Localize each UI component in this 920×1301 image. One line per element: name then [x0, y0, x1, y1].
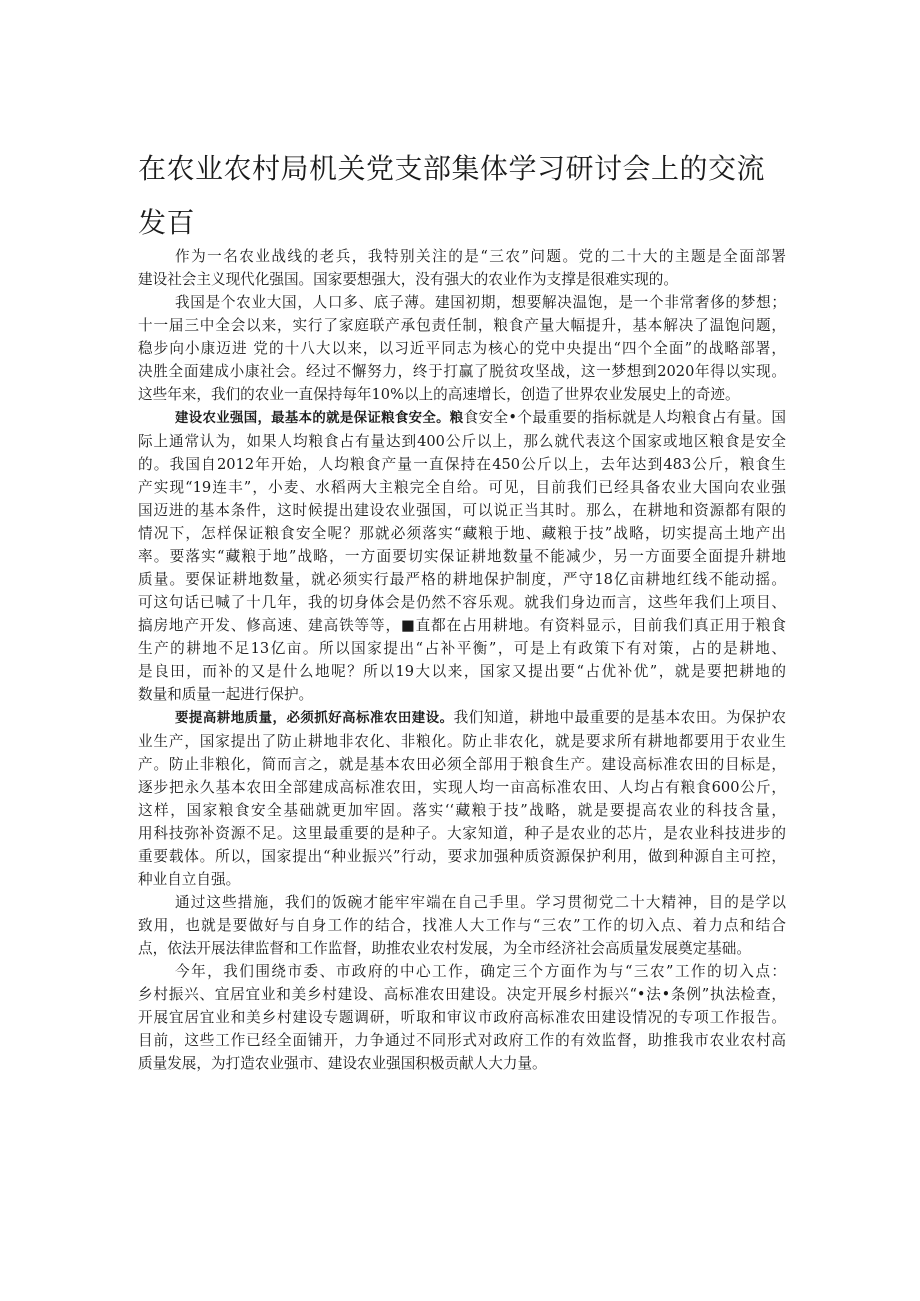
paragraph — [138, 291, 786, 406]
paragraph — [138, 245, 786, 291]
text-line: 种业自立自强。 — [138, 871, 241, 888]
text-line: 通过这些措施，我们的饭碗才能牢牢端在自己手里。学习贯彻党二十大精神，目的是学以 — [175, 894, 786, 911]
text-line: 用科技弥补资源不足。这里最重要的是种子。大家知道，种子是农业的芯片，是农业科技进步的 — [138, 825, 786, 842]
title-line: 发百 — [138, 206, 196, 239]
text-line: 的。我国自2012年开始，人均粮食产量一直保持在450公斤以上，去年达到483公斤，粮食生 — [138, 456, 786, 473]
text-line: 数量和质量一起进行保护。 — [138, 686, 314, 703]
text-line: 决胜全面建成小康社会。经过不懈努力，终于打赢了脱贫攻坚战，这一梦想到2020年得以实现。 — [138, 363, 786, 380]
paragraph-lead: 要提高耕地质量，必须抓好高标准农田建设。 — [175, 711, 454, 726]
text-line: 质量发展，为打造农业强市、建设农业强国积极贡献人大力量。 — [138, 1055, 547, 1072]
text-line — [138, 706, 786, 730]
text-line: 致用，也就是要做好与自身工作的结合，找准人大工作与“三农”工作的切入点、着力点和结合 — [138, 917, 786, 934]
text-line: 目前，这些工作已经全面铺开，力争通过不同形式对政府工作的有效监督，助推我市农业农村高 — [138, 1032, 786, 1049]
text-line — [138, 406, 786, 430]
text-line: 我国是个农业大国，人口多、底子薄。建国初期，想要解决温饱，是一个非常奢侈的梦想； — [175, 294, 786, 311]
text-line: 开展宜居宜业和美乡村建设专题调研，听取和审议市政府高标准农田建设情况的专项工作报告。 — [138, 1009, 786, 1026]
text-line: 建设社会主义现代化强国。国家要想强大，没有强大的农业作为支撑是很难实现的。 — [138, 271, 678, 288]
text-line: 产。防止非粮化，简而言之，就是基本农田必须全部用于粮食生产。建设高标准农田的目标是， — [138, 756, 786, 773]
title-line: 在农业农村局机关党支部集体学习研讨会上的交流 — [138, 152, 766, 185]
text-line: 这样，国家粮食安全基础就更加牢固。落实‘‘藏粮于技”战略，就是要提高农业的科技含量， — [138, 802, 786, 819]
text-fragment: 食安全•个最重要的指标就是人均粮食占有量。国 — [463, 409, 786, 426]
text-line: 是良田，而补的又是什么地呢？所以19大以来，国家又提出要“占优补优”，就是要把耕地的 — [138, 663, 786, 680]
text-line: 际上通常认为，如果人均粮食占有量达到400公斤以上，那么就代表这个国家或地区粮食是安全 — [138, 433, 786, 450]
text-line: 情况下，怎样保证粮食安全呢？那就必须落实“藏粮于地、藏粮于技”战略，切实提高土地产出 — [138, 525, 786, 542]
text-line: 逐步把永久基本农田全部建成高标准农田，实现人均一亩高标准农田、人均占有粮食600公斤， — [138, 779, 786, 796]
text-line: 稳步向小康迈进 党的十八大以来，以习近平同志为核心的党中央提出“四个全面”的战略部署， — [138, 340, 786, 357]
paragraph — [138, 960, 786, 1075]
text-line: 点，依法开展法律监督和工作监督，助推农业农村发展，为全市经济社会高质量发展奠定基础。 — [138, 940, 751, 957]
text-line: 这些年来，我们的农业一直保持每年10%以上的高速增长，创造了世界农业发展史上的奇迹。 — [138, 386, 740, 403]
text-line: 重要载体。所以，国家提出“种业振兴”行动，要求加强种质资源保护利用，做到种源自主可控， — [138, 848, 786, 865]
paragraph — [138, 406, 786, 706]
text-line: 今年，我们围绕市委、市政府的中心工作，确定三个方面作为与“三农”工作的切入点： — [175, 963, 786, 980]
text-fragment: 我们知道，耕地中最重要的是基本农田。为保护农 — [453, 709, 786, 726]
text-line: 十一届三中全会以来，实行了家庭联产承包责任制，粮食产量大幅提升，基本解决了温饱问题， — [138, 317, 786, 334]
paragraph-lead: 建设农业强国，最基本的就是保证粮食安全。粮 — [175, 411, 464, 426]
document-title — [138, 142, 778, 250]
text-line: 作为一名农业战线的老兵，我特别关注的是“三农”问题。党的二十大的主题是全面部署 — [175, 248, 786, 265]
text-line: 率。要落实“藏粮于地”战略，一方面要切实保证耕地数量不能减少，另一方面要全面提升耕地 — [138, 548, 786, 565]
paragraph — [138, 891, 786, 960]
text-line: 质量。要保证耕地数量，就必须实行最严格的耕地保护制度，严守18亿亩耕地红线不能动摇。 — [138, 571, 786, 588]
text-line: 生产的耕地不足13亿亩。所以国家提出“占补平衡”，可是上有政策下有对策，占的是耕地、 — [138, 640, 786, 657]
text-line: 搞房地产开发、修高速、建高铁等等，■直都在占用耕地。有资料显示，目前我们真正用于粮食 — [138, 617, 786, 634]
text-line: 产实现“19连丰”，小麦、水稻两大主粮完全自给。可见，目前我们已经具备农业大国向农业强 — [138, 479, 786, 496]
text-line: 业生产，国家提出了防止耕地非农化、非粮化。防止非农化，就是要求所有耕地都要用于农业生 — [138, 733, 786, 750]
paragraph — [138, 706, 786, 891]
document-body — [138, 245, 786, 1075]
text-line: 乡村振兴、宜居宜业和美乡村建设、高标准农田建设。决定开展乡村振兴“•法•条例”执法检查， — [138, 986, 786, 1003]
text-line: 可这句话已喊了十几年，我的切身体会是仍然不容乐观。就我们身边而言，这些年我们上项目、 — [138, 594, 786, 611]
text-line: 国迈进的基本条件，这时候提出建设农业强国，可以说正当其时。那么，在耕地和资源都有限的 — [138, 502, 786, 519]
